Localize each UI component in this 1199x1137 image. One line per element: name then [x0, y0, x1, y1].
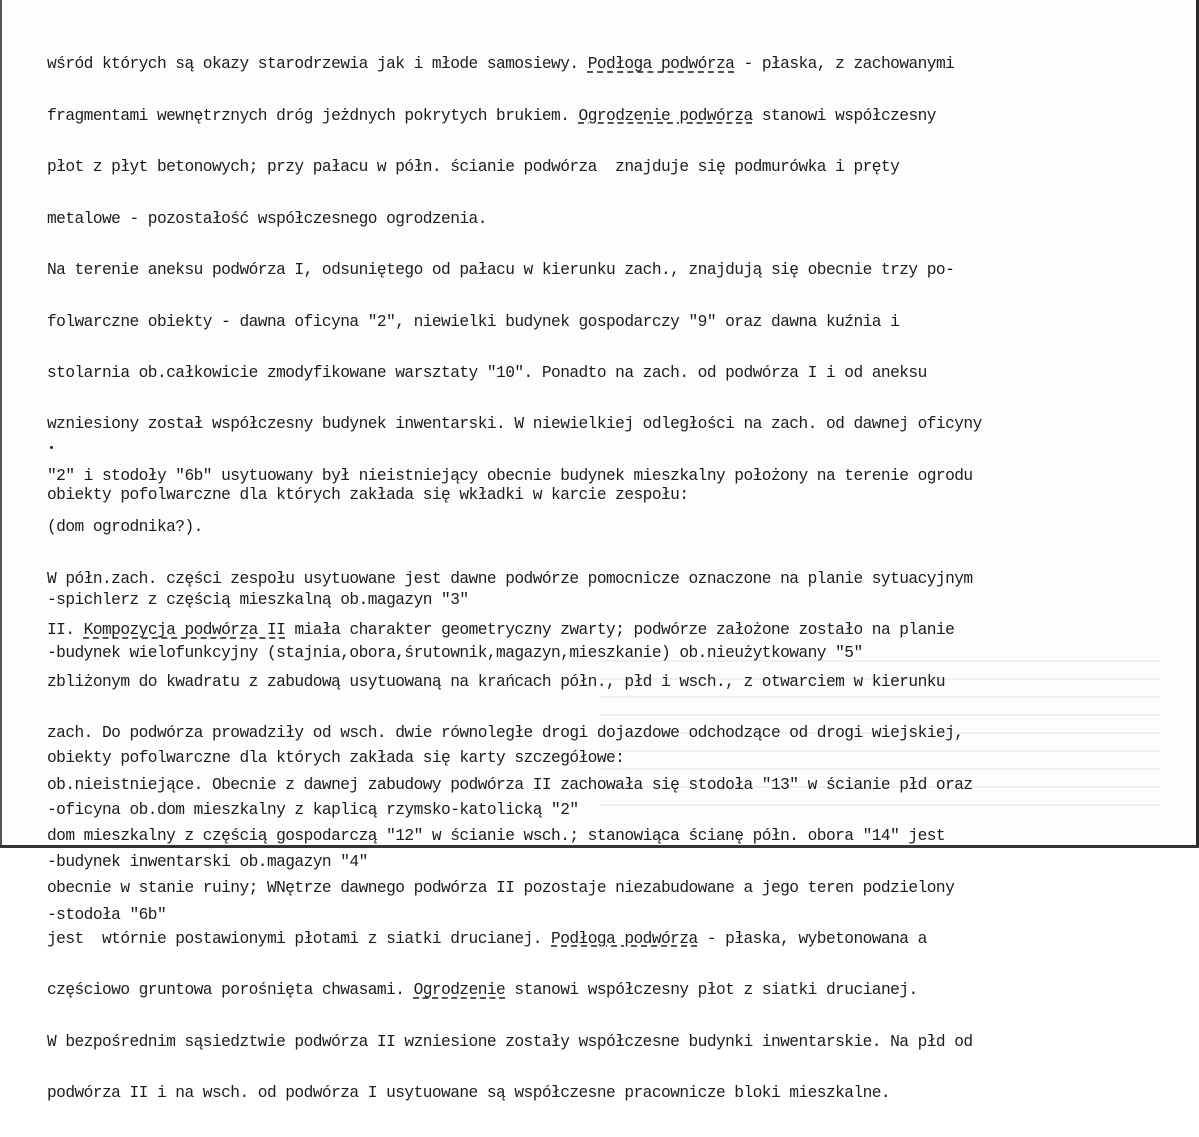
- text-line: zach. Do podwórza prowadziły od wsch. dwie równoległe drogi dojazdowe odchodzące od drogi wiejskiej,: [47, 724, 964, 743]
- text-line: zbliżonym do kwadratu z zabudową usytuowaną na krańcach półn., płd i wsch., z otwarciem w kierunku: [47, 672, 946, 691]
- list-item: -budynek wielofunkcyjny (stajnia,obora,śrutownik,magazyn,mieszkanie) ob.nieużytkowany "5": [47, 643, 863, 662]
- text-line: podwórza II i na wsch. od podwórza I usytuowane są współczesne pracownicze bloki mieszkalne.: [47, 1084, 891, 1103]
- text-line: wzniesiony został współczesny budynek inwentarski. W niewielkiej odległości na zach. od dawnej oficyny: [47, 415, 982, 434]
- object-lists: [47, 452, 1177, 959]
- text-line: (dom ogrodnika?).: [47, 518, 203, 537]
- text-line: dom mieszkalny z częścią gospodarczą "12" w ścianie wsch.; stanowiąca ścianę półn. obora "14" jest: [47, 827, 946, 846]
- list-item: -spichlerz z częścią mieszkalną ob.magazyn "3": [47, 591, 469, 610]
- list-item: -oficyna ob.dom mieszkalny z kaplicą rzymsko-katolicką "2": [47, 801, 579, 820]
- text-line: metalowe - pozostałość współczesnego ogrodzenia.: [47, 209, 487, 228]
- underlined-term: Ogrodzenie: [413, 981, 506, 1000]
- scan-edge-left: [0, 0, 2, 848]
- text-line: stolarnia ob.całkowicie zmodyfikowane warsztaty "10". Ponadto na zach. od podwórza I i od aneksu: [47, 364, 927, 383]
- text-line: II. Kompozycja podwórza II miała charakter geometryczny zwarty; podwórze założone zostało na planie: [47, 621, 955, 640]
- text-line: płot z płyt betonowych; przy pałacu w półn. ścianie podwórza znajduje się podmurówka i pręty: [47, 158, 900, 177]
- list-heading: obiekty pofolwarczne dla których zakłada się karty szczegółowe:: [47, 748, 625, 767]
- spacer: [47, 540, 1177, 558]
- text-line: fragmentami wewnętrznych dróg jeżdnych pokrytych brukiem. Ogrodzenie podwórza stanowi współczesny: [47, 106, 936, 125]
- list-item: -stodoła "6b": [47, 905, 167, 924]
- underlined-term: Ogrodzenie podwórza: [578, 106, 753, 125]
- underlined-term: Podłoga podwórza: [587, 55, 735, 74]
- list-heading: obiekty pofolwarczne dla których zakłada się wkładki w karcie zespołu:: [47, 486, 689, 505]
- spacer: [47, 697, 1177, 715]
- text-line: wśród których są okazy starodrzewia jak i młode samosiewy. Podłoga podwórza - płaska, z zachowanymi: [47, 55, 955, 74]
- text-line: Na terenie aneksu podwórza I, odsuniętego od pałacu w kierunku zach., znajdują się obecnie trzy po-: [47, 261, 955, 280]
- underlined-term: Kompozycja podwórza II: [83, 621, 286, 640]
- text-line: W bezpośrednim sąsiedztwie podwórza II wzniesione zostały współczesne budynki inwentarskie. Na płd od: [47, 1032, 973, 1051]
- text-line: ob.nieistniejące. Obecnie z dawnej zabudowy podwórza II zachowała się stodoła "13" w ścianie płd oraz: [47, 775, 973, 794]
- text-line: folwarczne obiekty - dawna oficyna "2", niewielki budynek gospodarczy "9" oraz dawna kuźnia i: [47, 312, 900, 331]
- text-line: obecnie w stanie ruiny; WNętrze dawnego podwórza II pozostaje niezabudowane a jego teren podzielony: [47, 878, 955, 897]
- text-line: częściowo gruntowa porośnięta chwasami. Ogrodzenie stanowi współczesny płot z siatki drucianej.: [47, 981, 918, 1000]
- ink-dot: [50, 446, 53, 449]
- text-line: jest wtórnie postawionymi płotami z siatki drucianej. Podłoga podwórza - płaska, wybetonowana a: [47, 930, 927, 949]
- list-item: -budynek inwentarski ob.magazyn "4": [47, 853, 368, 872]
- underlined-term: Podłoga podwórza: [551, 930, 698, 949]
- text-line: W półn.zach. części zespołu usytuowane jest dawne podwórze pomocnicze oznaczone na planie sytuacyjnym: [47, 569, 973, 588]
- text-line: "2" i stodoły "6b" usytuowany był nieistniejący obecnie budynek mieszkalny położony na terenie ogrodu: [47, 466, 973, 485]
